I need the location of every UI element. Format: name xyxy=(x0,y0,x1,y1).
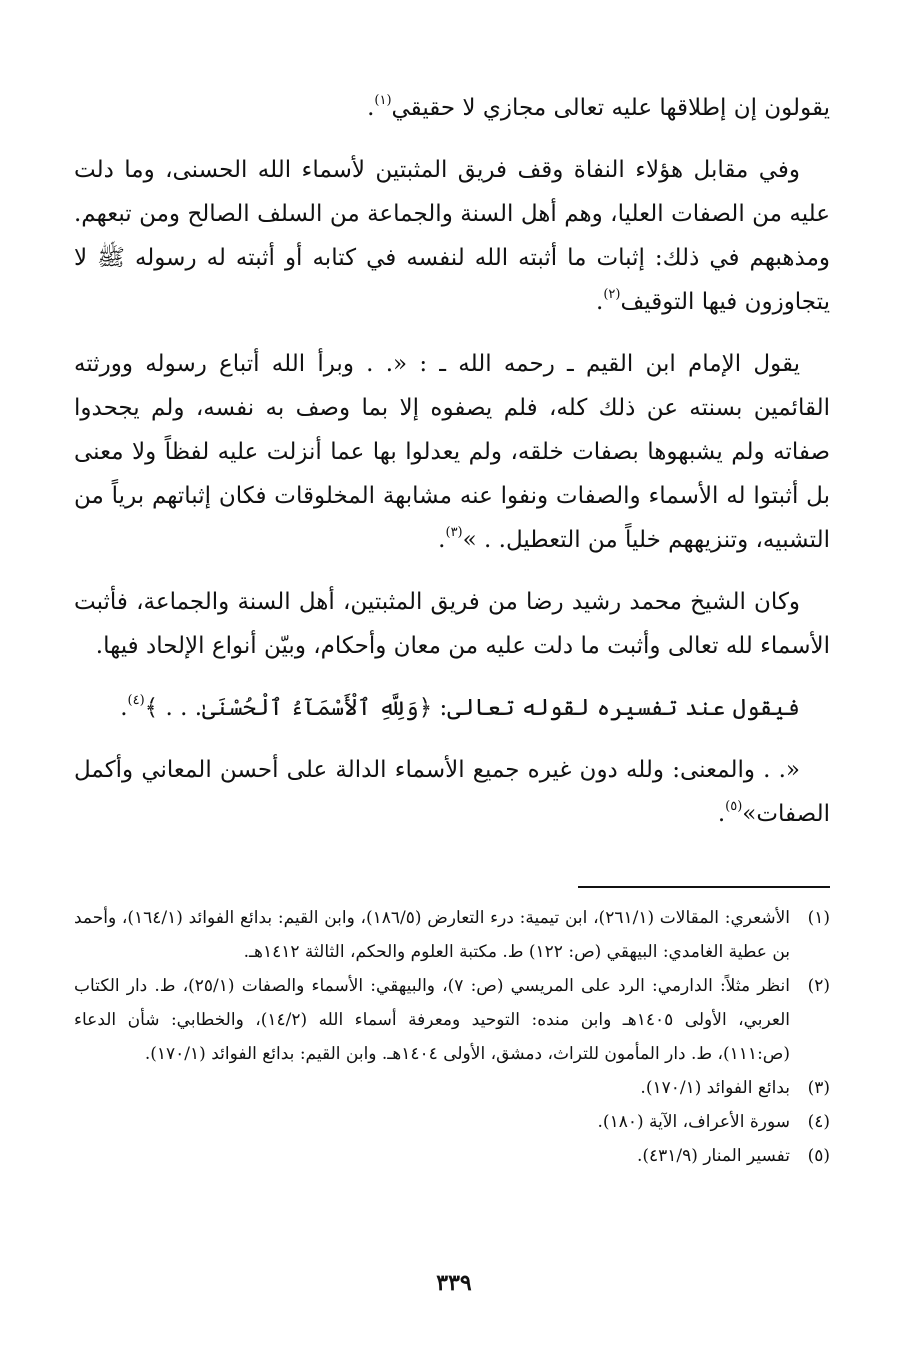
footnote-4-text: سورة الأعراف، الآية (١٨٠). xyxy=(597,1112,790,1132)
paragraph-5-tail: . xyxy=(120,695,128,721)
paragraph-3-text: يقول الإمام ابن القيم ـ رحمه الله ـ : «. . وبرأ الله أتباع رسوله وورثته القائمين بسنته عن ذلك كله، فلم يصفوه إلا بما وصف به نفسه، ولم يجحدوا صفاته ولم يشبهوها بصفات خلقه، ولم يعدلوا بها عما أنزلت عليه لفظاً ولا معنى بل أثبتوا له الأسماء والصفات ونفوا عنه مشابهة المخلوقات فكان إثباتهم برياً من التشبيه، وتنزيههم خلياً من التعطيل. . » xyxy=(74,351,830,553)
footnote-ref-5: (٥) xyxy=(725,799,743,814)
paragraph-4 xyxy=(74,580,830,668)
page-number: ٣٣٩ xyxy=(436,1270,472,1296)
footnote-divider xyxy=(578,886,830,888)
footnote-ref-4: (٤) xyxy=(127,693,145,708)
footnote-4-number: (٤) xyxy=(807,1112,830,1132)
footnote-2 xyxy=(74,969,830,1071)
footnote-1-number: (١) xyxy=(807,908,830,928)
footnote-2-text: انظر مثلاً: الدارمي: الرد على المريسي (ص: ٧)، والبيهقي: الأسماء والصفات (٢٥/١)، ط. دار الكتاب العربي، الأولى ١٤٠٥هـ وابن منده: التوحيد ومعرفة أسماء الله (١٤/٢)، والخطابي: شأن الدعاء (ص:١١١)، ط. دار المأمون للتراث، دمشق، الأولى ١٤٠٤هـ. وابن القيم: بدائع الفوائد (١٧٠/١). xyxy=(74,976,790,1064)
paragraph-5-text: فيقول عند تفسيره لقوله تعالى: ﴿وَلِلَّهِ ٱلْأَسْمَآءُ ٱلْحُسْنَىٰ. . . ﴾ xyxy=(144,695,800,721)
paragraph-4-text: وكان الشيخ محمد رشيد رضا من فريق المثبتين، أهل السنة والجماعة، فأثبت الأسماء لله تعالى وأثبت ما دلت عليه من معان وأحكام، وبيّن أنواع الإلحاد فيها. xyxy=(74,589,830,659)
paragraph-6 xyxy=(74,748,830,836)
footnote-1 xyxy=(74,901,830,969)
footnote-2-number: (٢) xyxy=(807,976,830,996)
paragraph-1 xyxy=(74,86,830,130)
footnote-3-number: (٣) xyxy=(807,1078,830,1098)
paragraph-6-tail: . xyxy=(717,801,726,827)
footnotes xyxy=(74,901,830,1173)
footnote-5 xyxy=(74,1139,830,1173)
paragraph-2-text: وفي مقابل هؤلاء النفاة وقف فريق المثبتين لأسماء الله الحسنى، وما دلت عليه من الصفات العليا، وهم أهل السنة والجماعة من السلف الصالح ومن تبعهم. ومذهبهم في ذلك: إثبات ما أثبته الله لنفسه في كتابه أو أثبته له رسوله ﷺ لا يتجاوزون فيها التوقيف xyxy=(74,157,830,315)
paragraph-3 xyxy=(74,342,830,562)
paragraph-3-tail: . xyxy=(438,527,446,553)
paragraph-2-tail: . xyxy=(596,289,604,315)
paragraph-6-text: «. . والمعنى: ولله دون غيره جميع الأسماء الدالة على أحسن المعاني وأكمل الصفات» xyxy=(74,757,830,827)
footnote-3 xyxy=(74,1071,830,1105)
paragraph-5 xyxy=(74,686,830,730)
footnote-1-text: الأشعري: المقالات (٢٦١/١)، ابن تيمية: درء التعارض (١٨٦/٥)، وابن القيم: بدائع الفوائد (١٦٤/١)، وأحمد بن عطية الغامدي: البيهقي (ص: ١٢٢) ط. مكتبة العلوم والحكم، الثالثة ١٤١٢هـ. xyxy=(74,908,790,962)
footnote-4 xyxy=(74,1105,830,1139)
paragraph-2 xyxy=(74,148,830,324)
main-text xyxy=(74,86,830,836)
footnote-5-number: (٥) xyxy=(807,1146,830,1166)
footnote-ref-3: (٣) xyxy=(445,525,463,540)
paragraph-1-tail: . xyxy=(367,95,375,121)
footnote-5-text: تفسير المنار (٤٣١/٩). xyxy=(636,1146,790,1166)
footnote-ref-2: (٢) xyxy=(603,287,621,302)
paragraph-1-text: يقولون إن إطلاقها عليه تعالى مجازي لا حقيقي xyxy=(391,95,830,121)
footnote-ref-1: (١) xyxy=(374,93,392,108)
footnote-3-text: بدائع الفوائد (١٧٠/١). xyxy=(640,1078,790,1098)
